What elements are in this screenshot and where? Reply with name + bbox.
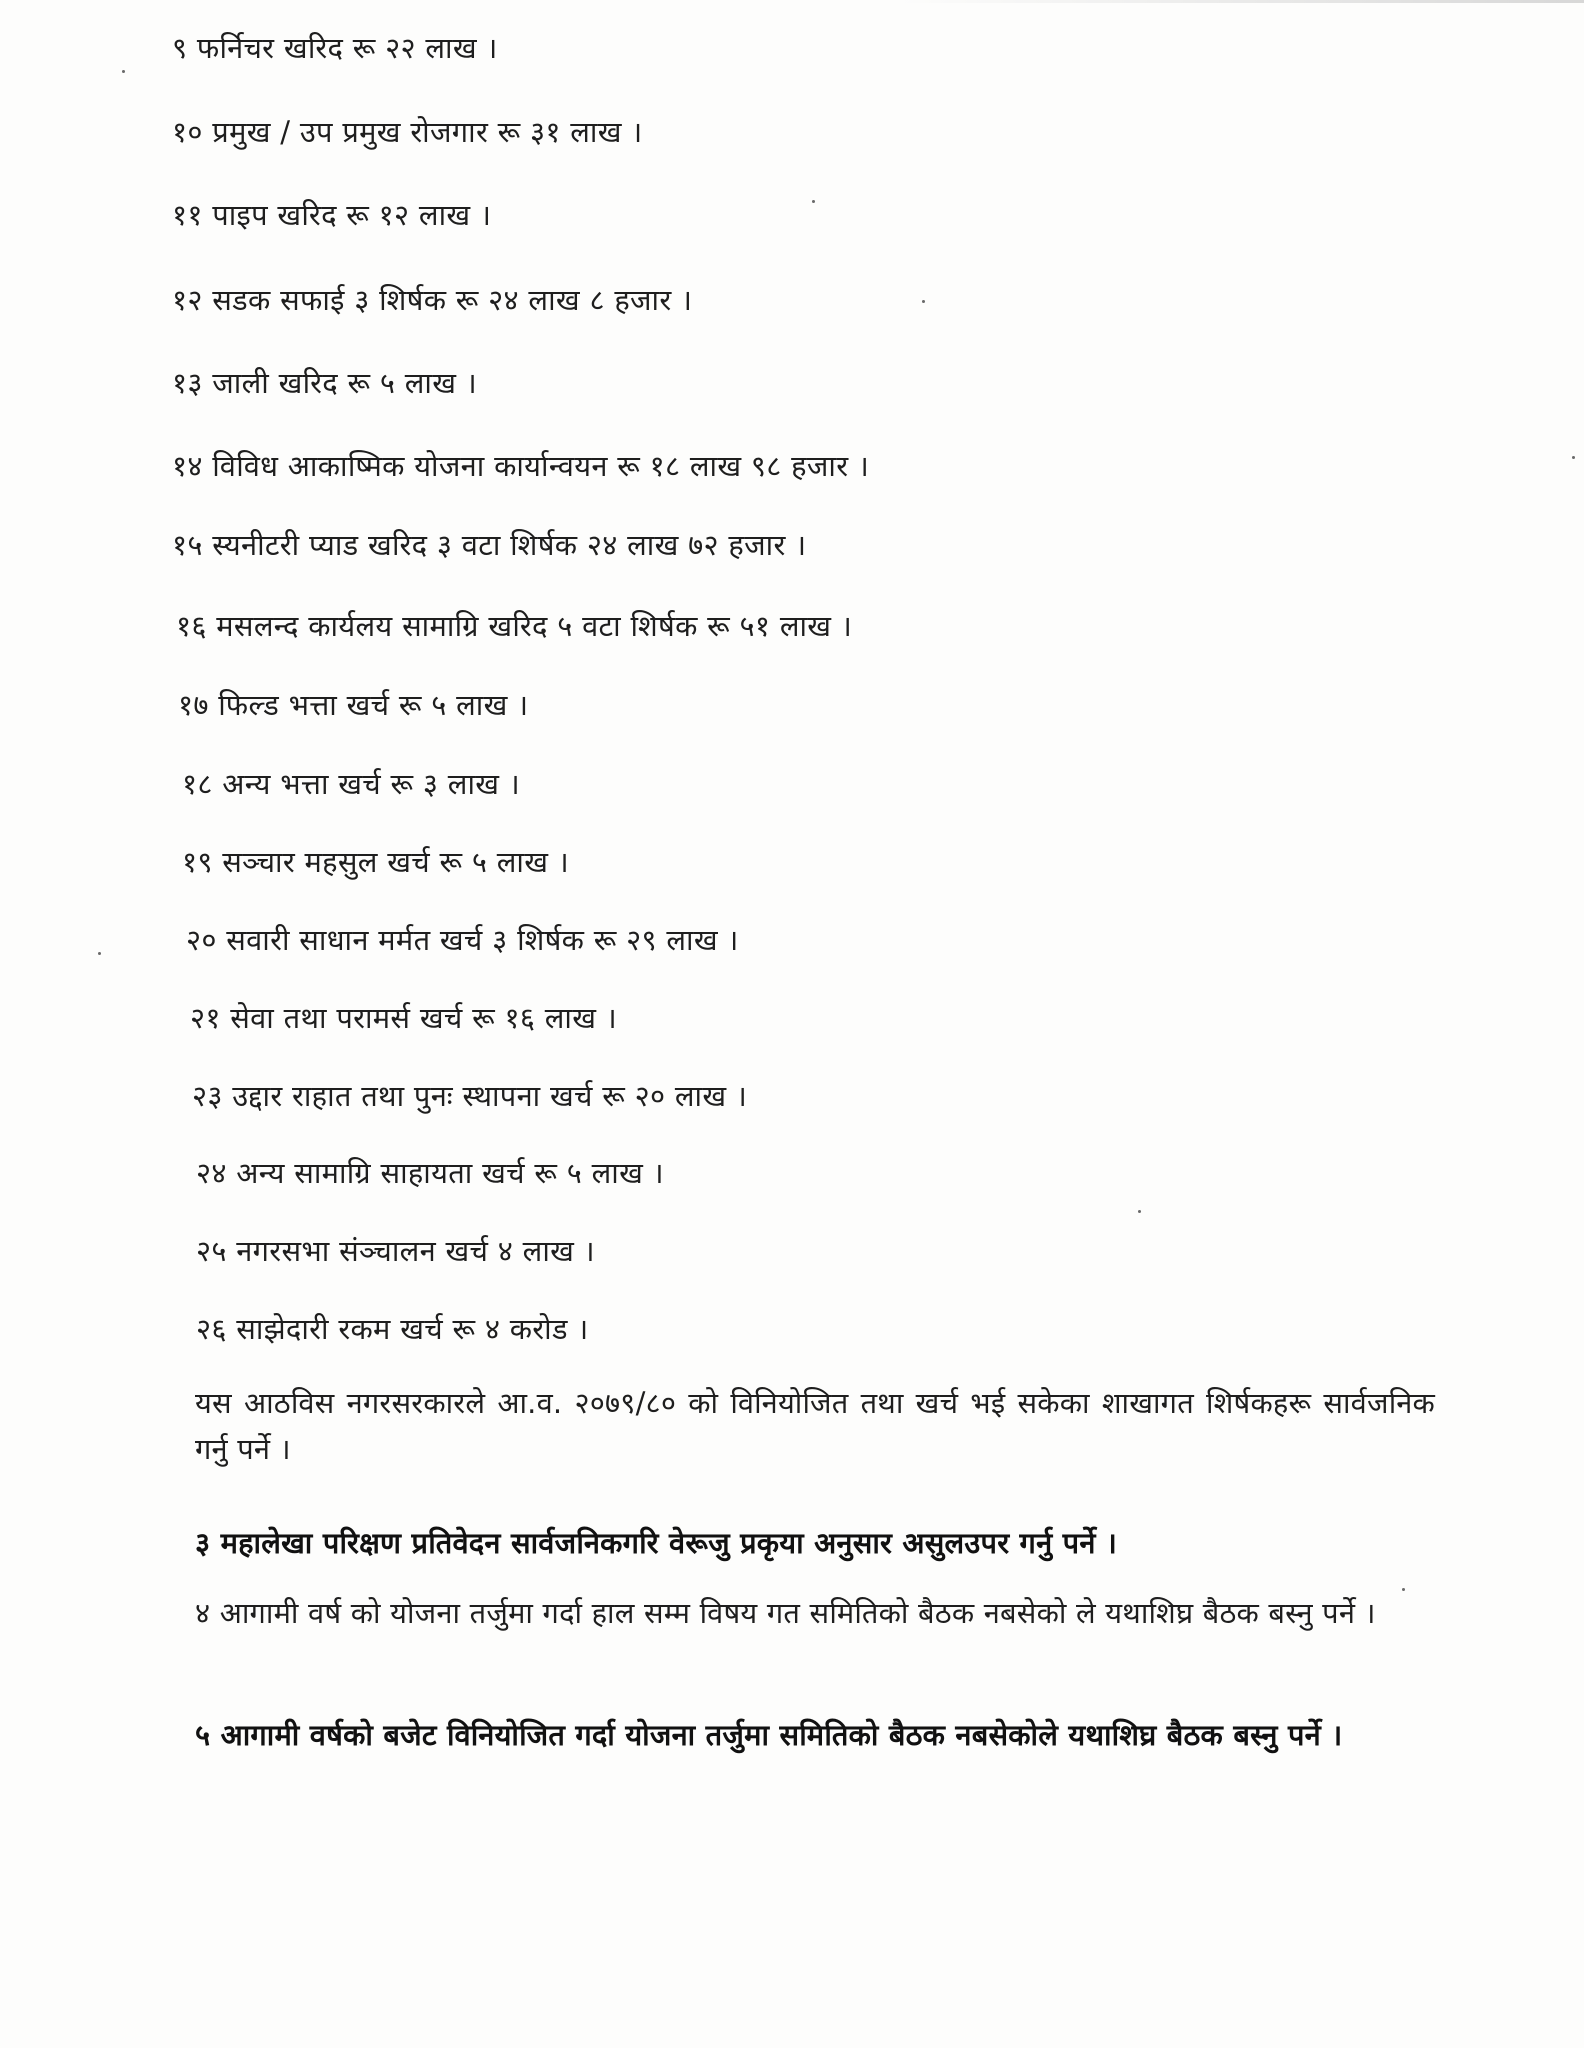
list-item-23: २३ उद्दार राहात तथा पुनः स्थापना खर्च रू २० लाख । — [192, 1079, 748, 1113]
list-item-26: २६ साझेदारी रकम खर्च रू ४ करोड । — [196, 1312, 589, 1346]
list-item-10: १० प्रमुख / उप प्रमुख रोजगार रू ३१ लाख । — [172, 115, 643, 149]
list-item-25: २५ नगरसभा संञ्चालन खर्च ४ लाख । — [196, 1234, 595, 1268]
list-item-18: १८ अन्य भत्ता खर्च रू ३ लाख । — [182, 767, 521, 801]
list-item-16: १६ मसलन्द कार्यलय सामाग्रि खरिद ५ वटा शिर्षक रू ५१ लाख । — [176, 609, 853, 643]
list-item-14: १४ विविध आकाष्मिक योजना कार्यान्वयन रू १८ लाख ९८ हजार । — [172, 449, 870, 483]
paragraph-point-4: ४ आगामी वर्ष को योजना तर्जुमा गर्दा हाल सम्म विषय गत समितिको बैठक नबसेको ले यथाशिघ्र बैठक बस्नु पर्ने । — [195, 1596, 1376, 1630]
list-item-20: २० सवारी साधान मर्मत खर्च ३ शिर्षक रू २९ लाख । — [186, 923, 739, 957]
scan-speck — [1138, 1210, 1141, 1213]
list-item-12: १२ सडक सफाई ३ शिर्षक रू २४ लाख ८ हजार । — [172, 283, 693, 317]
list-item-13: १३ जाली खरिद रू ५ लाख । — [172, 366, 478, 400]
list-item-17: १७ फिल्ड भत्ता खर्च रू ५ लाख । — [178, 688, 529, 722]
paragraph-publish-headings: यस आठविस नगरसरकारले आ.व. २०७९/८० को विनियोजित तथा खर्च भई सकेका शाखागत शिर्षकहरू सार्वजनिक गर्नु पर्ने । — [195, 1386, 1435, 1466]
list-item-9: ९ फर्निचर खरिद रू २२ लाख । — [172, 31, 498, 65]
scan-speck — [922, 300, 925, 303]
paragraph-point-5: ५ आगामी वर्षको बजेट विनियोजित गर्दा योजना तर्जुमा समितिको बैठक नबसेकोले यथाशिघ्र बैठक बस्नु पर्ने । — [195, 1718, 1343, 1752]
list-item-15: १५ स्यनीटरी प्याड खरिद ३ वटा शिर्षक २४ लाख ७२ हजार । — [172, 528, 807, 562]
scan-edge-shadow — [900, 0, 1584, 3]
scan-speck — [1572, 456, 1575, 459]
list-item-24: २४ अन्य सामाग्रि साहायता खर्च रू ५ लाख । — [196, 1156, 664, 1190]
list-item-11: ११ पाइप खरिद रू १२ लाख । — [172, 198, 492, 232]
scan-speck — [812, 200, 815, 203]
scan-speck — [122, 70, 125, 73]
paragraph-point-3: ३ महालेखा परिक्षण प्रतिवेदन सार्वजनिकगरि वेरूजु प्रकृया अनुसार असुलउपर गर्नु पर्ने । — [195, 1526, 1118, 1560]
list-item-21: २१ सेवा तथा परामर्स खर्च रू १६ लाख । — [190, 1001, 618, 1035]
scan-speck — [98, 952, 101, 955]
list-item-19: १९ सञ्चार महसुल खर्च रू ५ लाख । — [182, 845, 570, 879]
